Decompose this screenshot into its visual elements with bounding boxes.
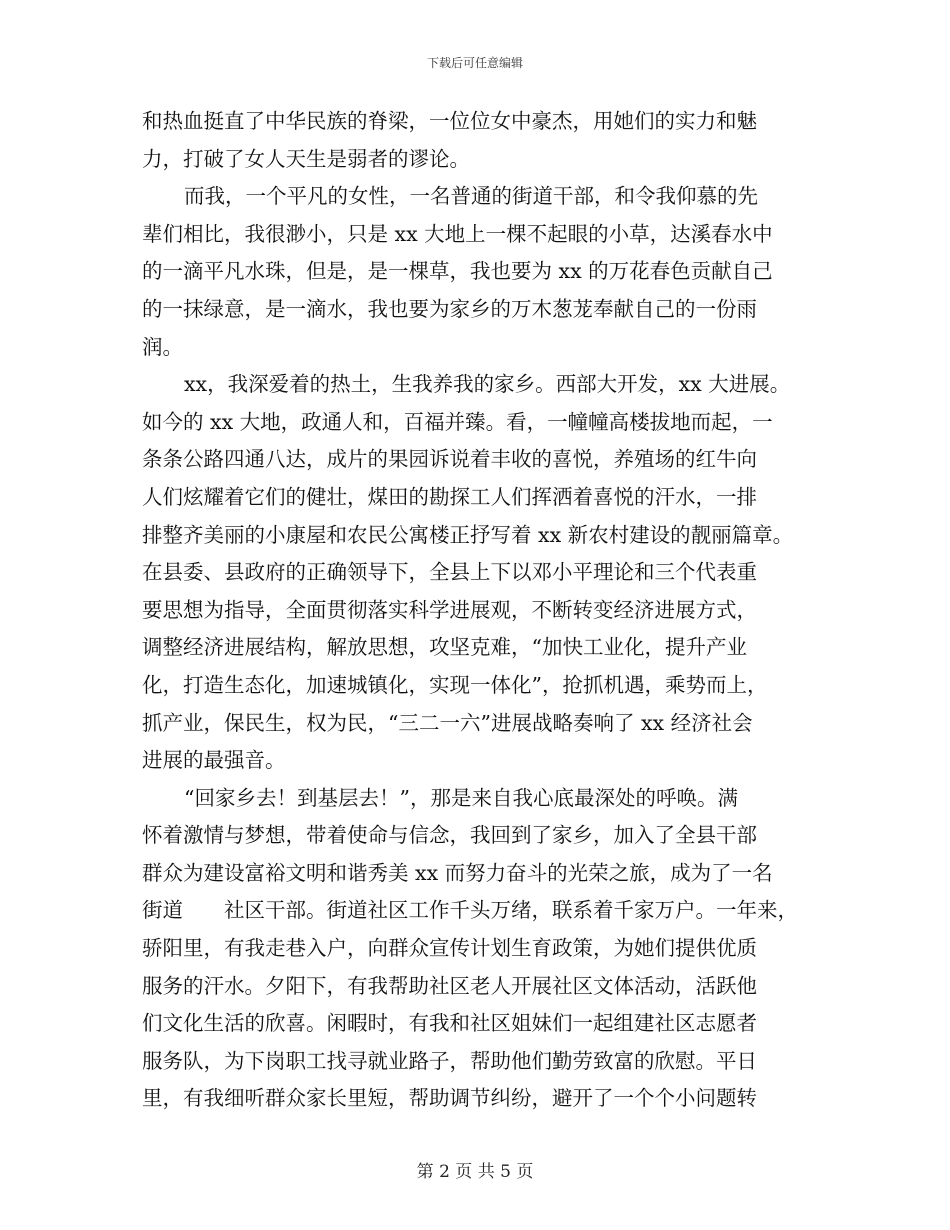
text-line: 进展的最强音。 <box>142 748 286 773</box>
text-line: 群众为建设富裕文明和谐秀美 xx 而努力奋斗的光荣之旅，成为了一名 <box>142 860 773 885</box>
text-line: 在县委、县政府的正确领导下，全县上下以邓小平理论和三个代表重 <box>142 560 757 585</box>
text-line: 而我，一个平凡的女性，一名普通的街道干部，和令我仰慕的先 <box>184 184 758 209</box>
text-line: 服务队，为下岗职工找寻就业路子，帮助他们勤劳致富的欣慰。平日 <box>142 1048 757 1073</box>
text-line: 们文化生活的欣喜。闲暇时，有我和社区姐妹们一起组建社区志愿者 <box>142 1011 757 1036</box>
page-number: 第 2 页 共 5 页 <box>416 1162 534 1182</box>
text-line: 力，打破了女人天生是弱者的谬论。 <box>142 146 470 171</box>
text-line: 辈们相比，我很渺小，只是 xx 大地上一棵不起眼的小草，达溪春水中 <box>142 221 773 246</box>
text-line: 骄阳里，有我走巷入户，向群众宣传计划生育政策，为她们提供优质 <box>142 936 757 961</box>
text-line: 化，打造生态化，加速城镇化，实现一体化”，抢抓机遇，乘势而上， <box>142 672 768 697</box>
text-line: 的一抹绿意，是一滴水，我也要为家乡的万木葱茏奉献自己的一份雨 <box>142 296 757 321</box>
text-line: “回家乡去！到基层去！”，那是来自我心底最深处的呼唤。满 <box>184 785 738 810</box>
text-line: xx，我深爱着的热土，生我养我的家乡。西部大开发，xx 大进展。 <box>184 372 791 397</box>
text-line: 条条公路四通八达，成片的果园诉说着丰收的喜悦，养殖场的红牛向 <box>142 447 757 472</box>
page-header: 下载后可任意编辑 <box>426 56 523 70</box>
text-line: 街道 社区干部。街道社区工作千头万绪，联系着千家万户。一年来， <box>142 898 798 923</box>
text-line: 服务的汗水。夕阳下，有我帮助社区老人开展社区文体活动，活跃他 <box>142 973 757 998</box>
text-line: 和热血挺直了中华民族的脊梁，一位位女中豪杰，用她们的实力和魅 <box>142 109 757 133</box>
text-line: 里，有我细听群众家长里短，帮助调节纠纷，避开了一个个小问题转 <box>142 1086 757 1111</box>
text-line: 如今的 xx 大地，政通人和，百福并臻。看，一幢幢高楼拔地而起，一 <box>142 409 773 434</box>
text-line: 人们炫耀着它们的健壮，煤田的勘探工人们挥洒着喜悦的汗水，一排 <box>142 484 757 509</box>
text-line: 怀着激情与梦想，带着使命与信念，我回到了家乡，加入了全县干部 <box>142 823 757 848</box>
text-line: 的一滴平凡水珠，但是，是一棵草，我也要为 xx 的万花春色贡献自己 <box>142 259 773 284</box>
text-line: 润。 <box>142 334 183 359</box>
text-line: 抓产业，保民生，权为民，“三二一六”进展战略奏响了 xx 经济社会 <box>142 710 753 735</box>
document-body <box>142 103 822 1118</box>
text-line: 排整齐美丽的小康屋和农民公寓楼正抒写着 xx 新农村建设的靓丽篇章。 <box>142 522 794 547</box>
text-line: 要思想为指导，全面贯彻落实科学进展观，不断转变经济进展方式， <box>142 597 757 622</box>
text-line: 调整经济进展结构，解放思想，攻坚克难，“加快工业化，提升产业 <box>142 635 747 660</box>
